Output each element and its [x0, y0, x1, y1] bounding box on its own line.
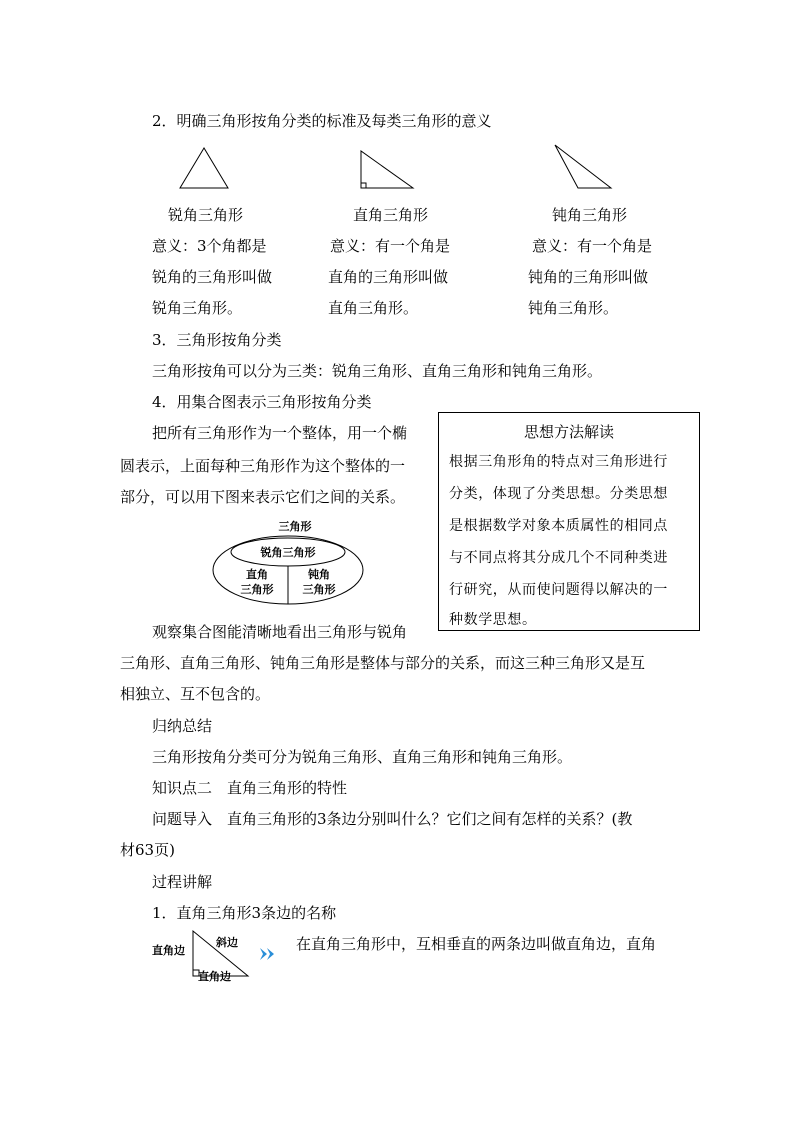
process-heading: 过程讲解: [152, 873, 213, 891]
sidebox-line: 行研究，从而使问题得以解决的一: [449, 582, 668, 598]
sub1-text: 在直角三角形中，互相垂直的两条边叫做直角边，直角: [296, 935, 657, 953]
venn-right-label: 直角: [246, 568, 268, 581]
obtuse-triangle-figure: [548, 138, 618, 194]
sidebox-line: 分类，体现了分类思想。分类思想: [449, 486, 668, 502]
acute-triangle-name: 锐角三角形: [168, 206, 244, 224]
sub1-heading: 1．直角三角形3条边的名称: [152, 904, 337, 922]
acute-meaning-line: 锐角的三角形叫做: [152, 268, 273, 286]
hypotenuse-label: 斜边: [216, 936, 238, 949]
summary-text: 三角形按角分类可分为锐角三角形、直角三角形和钝角三角形。: [152, 748, 573, 766]
point2-heading: 知识点二 直角三角形的特性: [152, 779, 348, 797]
venn-obtuse-label: 三角形: [302, 583, 336, 596]
sidebox-line: 是根据数学对象本质属性的相同点: [449, 518, 668, 534]
observe-line: 三角形、直角三角形、钝角三角形是整体与部分的关系，而这三种三角形又是互: [120, 654, 646, 672]
observe-line: 相独立、互不包含的。: [120, 685, 271, 703]
right-triangle-figure: [352, 142, 422, 192]
obtuse-triangle-name: 钝角三角形: [552, 206, 628, 224]
section4-paragraph-line: 部分，可以用下图来表示它们之间的关系。: [120, 488, 406, 506]
right-triangle-name: 直角三角形: [353, 206, 429, 224]
acute-meaning-line: 意义：3个角都是: [152, 237, 267, 255]
section3-text: 三角形按角可以分为三类：锐角三角形、直角三角形和钝角三角形。: [152, 362, 603, 380]
obtuse-meaning-line: 钝角的三角形叫做: [528, 268, 649, 286]
double-arrow-icon: [258, 946, 278, 962]
section4-heading: 4．用集合图表示三角形按角分类: [152, 393, 372, 411]
venn-obtuse-label: 钝角: [308, 568, 330, 581]
summary-heading: 归纳总结: [152, 717, 213, 735]
sidebox-line: 根据三角形角的特点对三角形进行: [449, 454, 668, 470]
section3-heading: 3．三角形按角分类: [152, 331, 282, 349]
observe-line: 观察集合图能清晰地看出三角形与锐角: [152, 623, 408, 641]
section4-paragraph-line: 圆表示，上面每种三角形作为这个整体的一: [120, 457, 406, 475]
right-meaning-line: 直角的三角形叫做: [328, 268, 449, 286]
leg-label-bottom: 直角边: [198, 970, 231, 983]
obtuse-meaning-line: 钝角三角形。: [528, 299, 619, 317]
sidebox-line: 与不同点将其分成几个不同种类进: [449, 550, 668, 566]
right-meaning-line: 意义：有一个角是: [330, 237, 451, 255]
section2-heading: 2．明确三角形按角分类的标准及每类三角形的意义: [152, 112, 492, 130]
obtuse-meaning-line: 意义：有一个角是: [532, 237, 653, 255]
method-interpretation-box: [438, 412, 700, 631]
section4-paragraph-line: 把所有三角形作为一个整体，用一个椭: [152, 424, 408, 442]
question-intro-line: 材63页): [120, 841, 175, 859]
venn-right-label: 三角形: [240, 583, 274, 596]
leg-label-left: 直角边: [152, 944, 185, 957]
sidebox-line: 种数学思想。: [449, 612, 537, 628]
venn-title: 三角形: [278, 520, 312, 533]
acute-triangle-figure: [170, 142, 240, 192]
question-intro-line: 问题导入 直角三角形的3条边分别叫什么？它们之间有怎样的关系？(教: [152, 810, 633, 828]
acute-meaning-line: 锐角三角形。: [152, 299, 243, 317]
sidebox-title: 思想方法解读: [523, 423, 614, 441]
right-meaning-line: 直角三角形。: [328, 299, 419, 317]
venn-acute-label: 锐角三角形: [260, 546, 316, 559]
